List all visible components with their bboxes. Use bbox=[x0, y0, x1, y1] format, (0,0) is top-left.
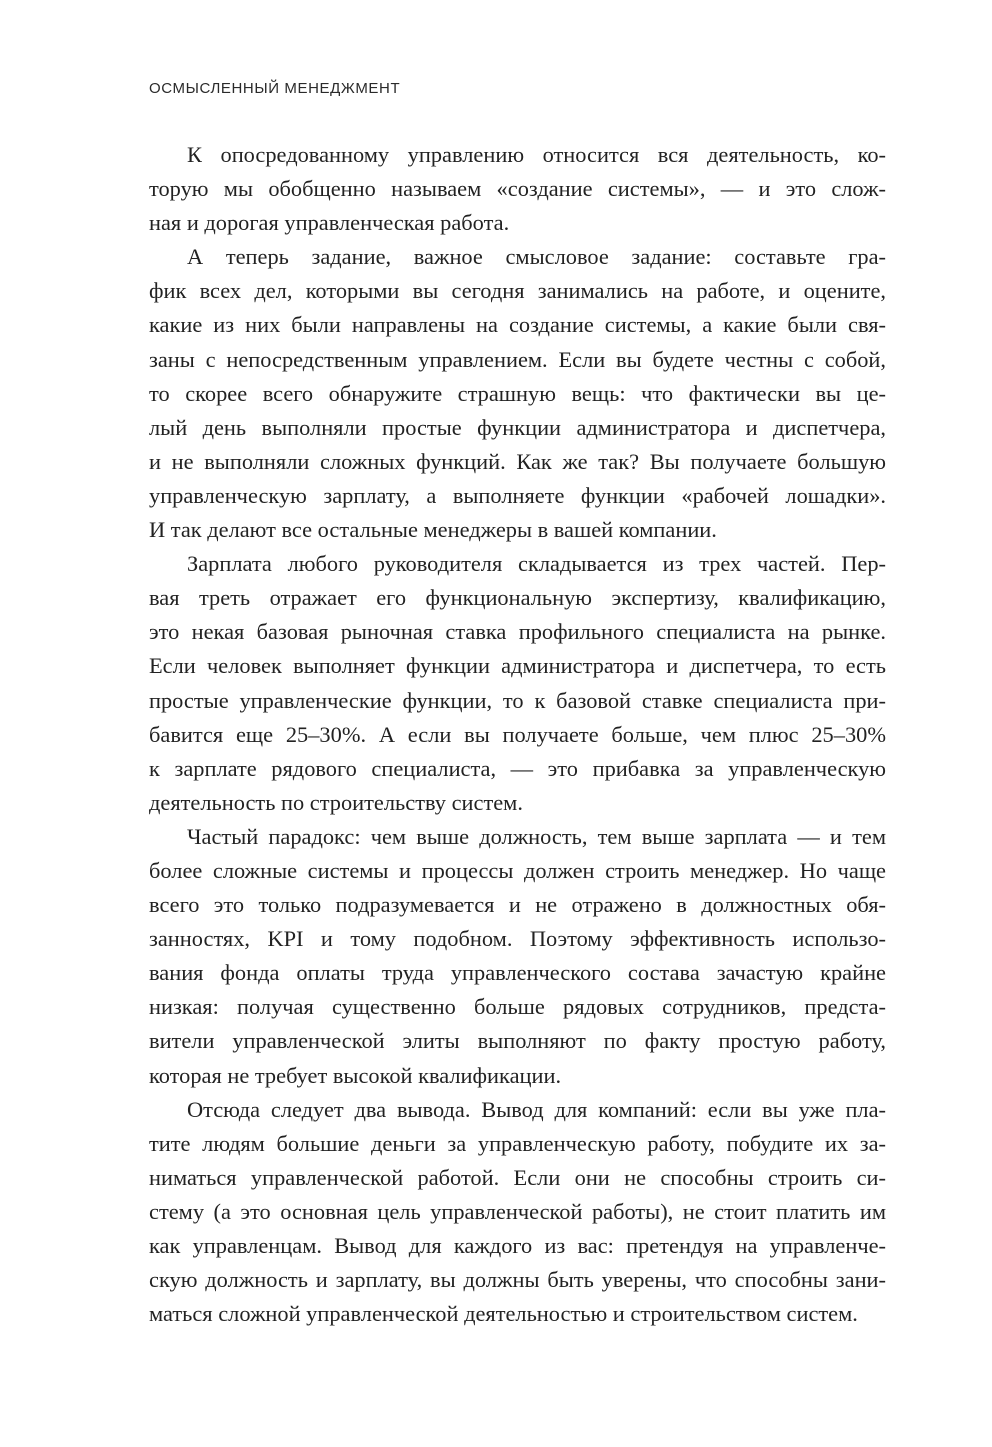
paragraph bbox=[149, 820, 886, 1093]
text-line: вания фонда оплаты труда управленческого состава зачастую крайне bbox=[149, 960, 886, 986]
text-line: ниматься управленческой работой. Если они не способны строить си- bbox=[149, 1164, 886, 1190]
text-line: какие из них были направлены на создание системы, а какие были свя- bbox=[149, 312, 886, 338]
text-line: Зарплата любого руководителя складывается из трех частей. Пер- bbox=[187, 551, 886, 577]
text-line: занностях, KPI и тому подобном. Поэтому эффективность использо- bbox=[149, 926, 886, 952]
paragraph bbox=[149, 138, 886, 240]
paragraph bbox=[149, 240, 886, 547]
text-line: к зарплате рядового специалиста, — это прибавка за управленческую bbox=[149, 755, 886, 781]
text-line: тите людям большие деньги за управленческую работу, побудите их за- bbox=[149, 1130, 886, 1156]
paragraph bbox=[149, 547, 886, 820]
text-line: бавится еще 25–30%. А если вы получаете больше, чем плюс 25–30% bbox=[149, 721, 886, 747]
text-line: А теперь задание, важное смысловое задание: составьте гра- bbox=[187, 244, 886, 270]
text-line: К опосредованному управлению относится вся деятельность, ко- bbox=[187, 142, 886, 167]
text-line: маться сложной управленческой деятельностью и строительством систем. bbox=[149, 1301, 858, 1327]
text-line: деятельность по строительству систем. bbox=[149, 789, 523, 815]
text-line: простые управленческие функции, то к базовой ставке специалиста при- bbox=[149, 687, 886, 713]
body-text bbox=[149, 138, 886, 1331]
text-line: более сложные системы и процессы должен строить менеджер. Но чаще bbox=[149, 857, 886, 883]
text-line: Частый парадокс: чем выше должность, тем выше зарплата — и тем bbox=[187, 823, 886, 849]
text-line: лый день выполняли простые функции администратора и диспетчера, bbox=[149, 414, 886, 440]
text-line: стему (а это основная цель управленческой работы), не стоит платить им bbox=[149, 1198, 886, 1224]
running-header: ОСМЫСЛЕННЫЙ МЕНЕДЖМЕНТ bbox=[149, 80, 401, 97]
text-line: низкая: получая существенно больше рядовых сотрудников, предста- bbox=[149, 994, 886, 1020]
text-line: И так делают все остальные менеджеры в вашей компании. bbox=[149, 517, 717, 543]
text-line: всего это только подразумевается и не отражено в должностных обя- bbox=[149, 892, 886, 918]
text-line: скую должность и зарплату, вы должны быть уверены, что способны зани- bbox=[149, 1267, 886, 1293]
text-line: вая треть отражает его функциональную экспертизу, квалификацию, bbox=[149, 585, 886, 611]
text-line: которая не требует высокой квалификации. bbox=[149, 1062, 562, 1088]
text-line: как управленцам. Вывод для каждого из вас: претендуя на управленче- bbox=[149, 1233, 886, 1258]
text-line: это некая базовая рыночная ставка профильного специалиста на рынке. bbox=[149, 619, 886, 645]
text-line: то скорее всего обнаружите страшную вещь: что фактически вы це- bbox=[149, 380, 886, 406]
text-line: управленческую зарплату, а выполняете функции «рабочей лошадки». bbox=[149, 482, 886, 508]
text-line: ная и дорогая управленческая работа. bbox=[149, 210, 510, 236]
paragraph bbox=[149, 1093, 886, 1332]
text-line: заны с непосредственным управлением. Если вы будете честны с собой, bbox=[149, 346, 886, 372]
text-line: Отсюда следует два вывода. Вывод для компаний: если вы уже пла- bbox=[187, 1096, 886, 1122]
text-line: фик всех дел, которыми вы сегодня занимались на работе, и оцените, bbox=[149, 278, 886, 304]
text-line: и не выполняли сложных функций. Как же так? Вы получаете большую bbox=[149, 448, 886, 474]
text-line: Если человек выполняет функции администратора и диспетчера, то есть bbox=[149, 653, 886, 679]
text-line: вители управленческой элиты выполняют по факту простую работу, bbox=[149, 1028, 886, 1054]
text-line: торую мы обобщенно называем «создание системы», — и это слож- bbox=[149, 176, 886, 202]
